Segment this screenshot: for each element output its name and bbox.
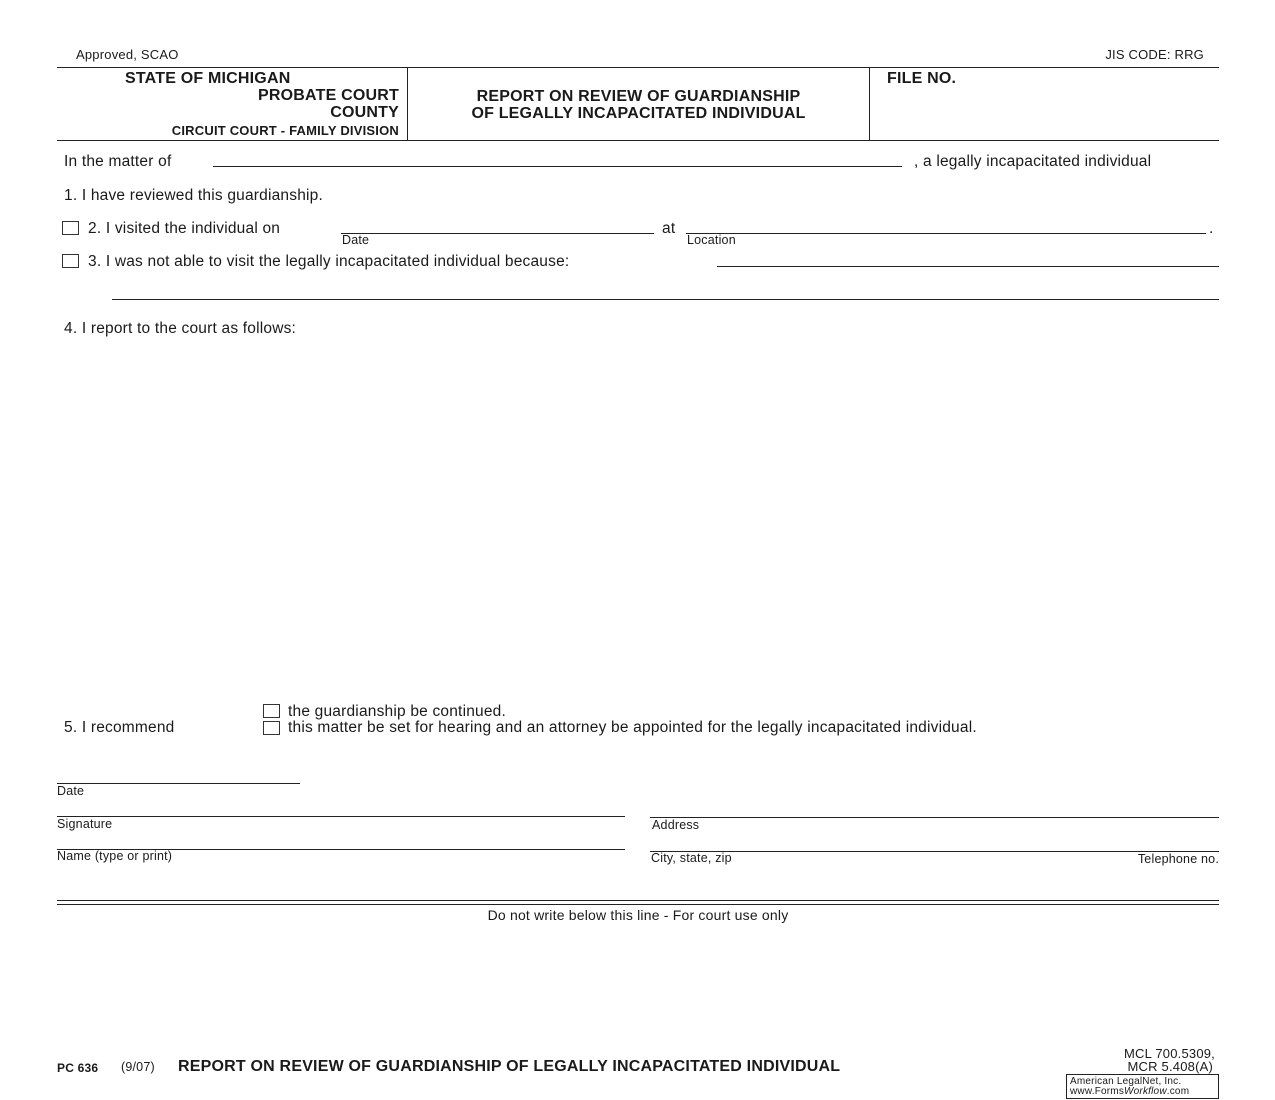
item-5-option-2: this matter be set for hearing and an attorney be appointed for the legally incapacitated individual.: [288, 719, 977, 736]
mcl-citation: MCL 700.5309,: [1123, 1046, 1215, 1061]
header-divider-2: [869, 67, 870, 140]
form-date: (9/07): [121, 1060, 155, 1074]
form-code: PC 636: [57, 1061, 99, 1075]
approved-label: Approved, SCAO: [76, 47, 179, 62]
item-4-report-area[interactable]: [88, 345, 1218, 695]
header-bottom-rule: [57, 140, 1219, 141]
address-caption: Address: [652, 818, 700, 832]
item-2-period: .: [1209, 220, 1214, 237]
vendor-url-part-3: .com: [1166, 1086, 1190, 1097]
item-5-option-1: the guardianship be continued.: [288, 703, 506, 720]
item-4-label: 4. I report to the court as follows:: [64, 320, 297, 337]
date-line: [57, 783, 300, 784]
vendor-url-part-2: Workflow: [1124, 1086, 1167, 1097]
item-2-checkbox[interactable]: [62, 221, 79, 235]
item-2-at: at: [662, 220, 676, 237]
header-top-rule: [57, 67, 1219, 68]
matter-name-line: [213, 166, 902, 167]
city-line: [650, 851, 1219, 852]
item-5-option-2-checkbox[interactable]: [263, 721, 280, 735]
vendor-url[interactable]: [1070, 1086, 1189, 1097]
item-2-date-caption: Date: [342, 233, 370, 247]
matter-prefix: In the matter of: [64, 153, 172, 170]
item-3-reason-line-1: [717, 266, 1219, 267]
state-of-michigan: STATE OF MICHIGAN: [125, 70, 291, 87]
form-title-line2: OF LEGALLY INCAPACITATED INDIVIDUAL: [471, 105, 806, 122]
item-2-location-caption: Location: [687, 233, 736, 247]
item-3-reason-line-2: [112, 299, 1219, 300]
item-5-label: 5. I recommend: [64, 719, 175, 736]
item-3-checkbox[interactable]: [62, 254, 79, 268]
signature-caption: Signature: [57, 817, 113, 831]
vendor-box: [1066, 1074, 1219, 1099]
item-2-location-line: [686, 233, 1206, 234]
probate-court: PROBATE COURT: [258, 87, 399, 104]
item-2-date-line: [341, 233, 654, 234]
item-1: 1. I have reviewed this guardianship.: [64, 187, 323, 204]
mcr-citation: MCR 5.408(A): [1127, 1059, 1213, 1074]
date-caption: Date: [57, 784, 85, 798]
address-line: [650, 817, 1219, 818]
vendor-url-part-1: www.Forms: [1070, 1086, 1125, 1097]
jis-code: JIS CODE: RRG: [1105, 47, 1204, 62]
telephone-caption: Telephone no.: [1137, 852, 1219, 866]
file-no-label: FILE NO.: [887, 70, 957, 87]
county: COUNTY: [330, 104, 399, 121]
vendor-name: American LegalNet, Inc.: [1070, 1076, 1182, 1087]
court-use-rule-1: [57, 900, 1219, 901]
item-2-label: 2. I visited the individual on: [88, 220, 281, 237]
item-5-option-1-checkbox[interactable]: [263, 704, 280, 718]
matter-suffix: , a legally incapacitated individual: [914, 153, 1152, 170]
form-title-line1: REPORT ON REVIEW OF GUARDIANSHIP: [476, 88, 801, 105]
city-state-zip-caption: City, state, zip: [651, 851, 732, 865]
name-caption: Name (type or print): [57, 849, 173, 863]
court-use-rule-2: [57, 904, 1219, 905]
signature-line: [57, 816, 625, 817]
circuit-court-family-division: CIRCUIT COURT - FAMILY DIVISION: [171, 123, 399, 138]
court-use-notice: Do not write below this line - For court use only: [487, 907, 789, 923]
item-3-label: 3. I was not able to visit the legally incapacitated individual because:: [88, 253, 570, 270]
footer-form-title: REPORT ON REVIEW OF GUARDIANSHIP OF LEGALLY INCAPACITATED INDIVIDUAL: [178, 1058, 841, 1075]
